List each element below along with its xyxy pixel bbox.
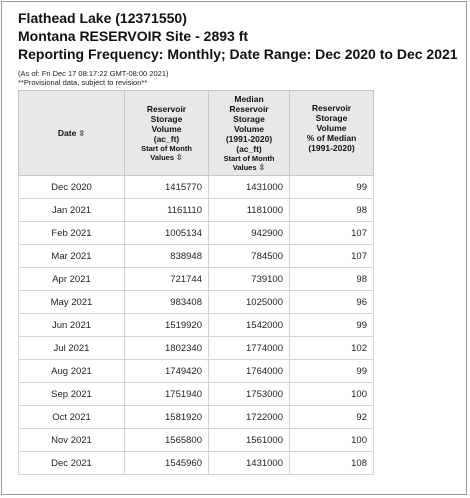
sort-icon[interactable]: ⇳ xyxy=(258,163,266,172)
table-row xyxy=(19,406,374,429)
column-header-pct-median[interactable] xyxy=(290,91,374,176)
cell-storage: 1581920 xyxy=(125,406,209,429)
table-body xyxy=(19,176,374,475)
table-row xyxy=(19,383,374,406)
header-text: Storage xyxy=(315,113,348,123)
header-text: Storage xyxy=(233,114,265,124)
cell-date: Nov 2021 xyxy=(19,429,125,452)
cell-median: 1431000 xyxy=(209,452,290,475)
header-text xyxy=(211,163,287,172)
sort-icon[interactable]: ⇳ xyxy=(78,128,86,138)
cell-median: 784500 xyxy=(209,245,290,268)
header-text: Reservoir xyxy=(229,104,269,114)
cell-storage: 1545960 xyxy=(125,452,209,475)
header-text xyxy=(127,153,206,162)
cell-date: Oct 2021 xyxy=(19,406,125,429)
cell-median: 1561000 xyxy=(209,429,290,452)
cell-date: Apr 2021 xyxy=(19,268,125,291)
cell-pct-median: 107 xyxy=(290,222,374,245)
table-row xyxy=(19,245,374,268)
cell-pct-median: 98 xyxy=(290,199,374,222)
header-text: (ac_ft) xyxy=(153,134,180,144)
table-row xyxy=(19,452,374,475)
cell-storage: 1005134 xyxy=(125,222,209,245)
site-subtitle: Montana RESERVOIR Site - 2893 ft xyxy=(18,28,249,44)
cell-storage: 1751940 xyxy=(125,383,209,406)
as-of-timestamp: (As of: Fri Dec 17 08:17:22 GMT-08:00 2021) xyxy=(18,69,169,78)
cell-storage: 1802340 xyxy=(125,337,209,360)
header-text: (1991-2020) xyxy=(225,134,273,144)
cell-storage: 1519920 xyxy=(125,314,209,337)
column-header-date-label: Date xyxy=(57,127,77,138)
cell-pct-median: 96 xyxy=(290,291,374,314)
cell-date: Sep 2021 xyxy=(19,383,125,406)
cell-median: 1722000 xyxy=(209,406,290,429)
cell-date: Jan 2021 xyxy=(19,199,125,222)
sort-icon[interactable]: ⇳ xyxy=(176,153,183,162)
cell-median: 1025000 xyxy=(209,291,290,314)
header-text: Start of Month xyxy=(141,144,192,153)
cell-storage: 1415770 xyxy=(125,176,209,199)
column-header-storage[interactable] xyxy=(125,91,209,176)
header-text: Storage xyxy=(150,114,183,124)
cell-pct-median: 99 xyxy=(290,360,374,383)
report-header xyxy=(18,9,458,63)
cell-date: Feb 2021 xyxy=(19,222,125,245)
cell-pct-median: 99 xyxy=(290,314,374,337)
cell-median: 1774000 xyxy=(209,337,290,360)
cell-median: 942900 xyxy=(209,222,290,245)
cell-median: 1431000 xyxy=(209,176,290,199)
header-text: Volume xyxy=(316,123,347,133)
cell-pct-median: 102 xyxy=(290,337,374,360)
table-row xyxy=(19,176,374,199)
cell-pct-median: 98 xyxy=(290,268,374,291)
cell-storage: 838948 xyxy=(125,245,209,268)
cell-date: Mar 2021 xyxy=(19,245,125,268)
header-text: Volume xyxy=(233,124,265,134)
header-text: Reservoir xyxy=(311,103,352,113)
cell-median: 1764000 xyxy=(209,360,290,383)
report-meta xyxy=(18,69,169,87)
header-text: (ac_ft) xyxy=(236,144,262,154)
cell-date: Jun 2021 xyxy=(19,314,125,337)
table-row xyxy=(19,360,374,383)
cell-pct-median: 100 xyxy=(290,383,374,406)
header-text: Volume xyxy=(151,124,182,134)
table-row xyxy=(19,199,374,222)
cell-median: 1181000 xyxy=(209,199,290,222)
cell-date: Dec 2020 xyxy=(19,176,125,199)
cell-median: 1542000 xyxy=(209,314,290,337)
header-text: (1991-2020) xyxy=(308,143,355,153)
cell-pct-median: 108 xyxy=(290,452,374,475)
header-spacer xyxy=(292,153,371,163)
header-text: Median xyxy=(234,94,264,104)
table-row xyxy=(19,222,374,245)
cell-storage: 1161110 xyxy=(125,199,209,222)
column-header-date[interactable] xyxy=(19,91,125,176)
reporting-frequency: Reporting Frequency: Monthly; Date Range: Dec 2020 to Dec 2021 xyxy=(18,46,458,62)
cell-pct-median: 100 xyxy=(290,429,374,452)
table-row xyxy=(19,429,374,452)
cell-storage: 1565800 xyxy=(125,429,209,452)
cell-storage: 1749420 xyxy=(125,360,209,383)
cell-date: Aug 2021 xyxy=(19,360,125,383)
table-row xyxy=(19,314,374,337)
header-text: Start of Month xyxy=(223,154,275,163)
cell-storage: 721744 xyxy=(125,268,209,291)
table-row xyxy=(19,337,374,360)
header-text: Reservoir xyxy=(146,104,187,114)
cell-median: 739100 xyxy=(209,268,290,291)
header-text: Values xyxy=(232,163,257,172)
reservoir-table xyxy=(18,90,374,475)
table-header-row xyxy=(19,91,374,176)
table-row xyxy=(19,291,374,314)
cell-median: 1753000 xyxy=(209,383,290,406)
cell-pct-median: 107 xyxy=(290,245,374,268)
cell-date: Dec 2021 xyxy=(19,452,125,475)
header-text: Values xyxy=(150,153,175,162)
cell-pct-median: 92 xyxy=(290,406,374,429)
column-header-median[interactable] xyxy=(209,91,290,176)
header-text: % of Median xyxy=(306,133,357,143)
cell-date: May 2021 xyxy=(19,291,125,314)
provisional-note: **Provisional data, subject to revision** xyxy=(18,78,148,87)
cell-storage: 983408 xyxy=(125,291,209,314)
table-row xyxy=(19,268,374,291)
cell-pct-median: 99 xyxy=(290,176,374,199)
cell-date: Jul 2021 xyxy=(19,337,125,360)
site-title: Flathead Lake (12371550) xyxy=(18,10,187,26)
